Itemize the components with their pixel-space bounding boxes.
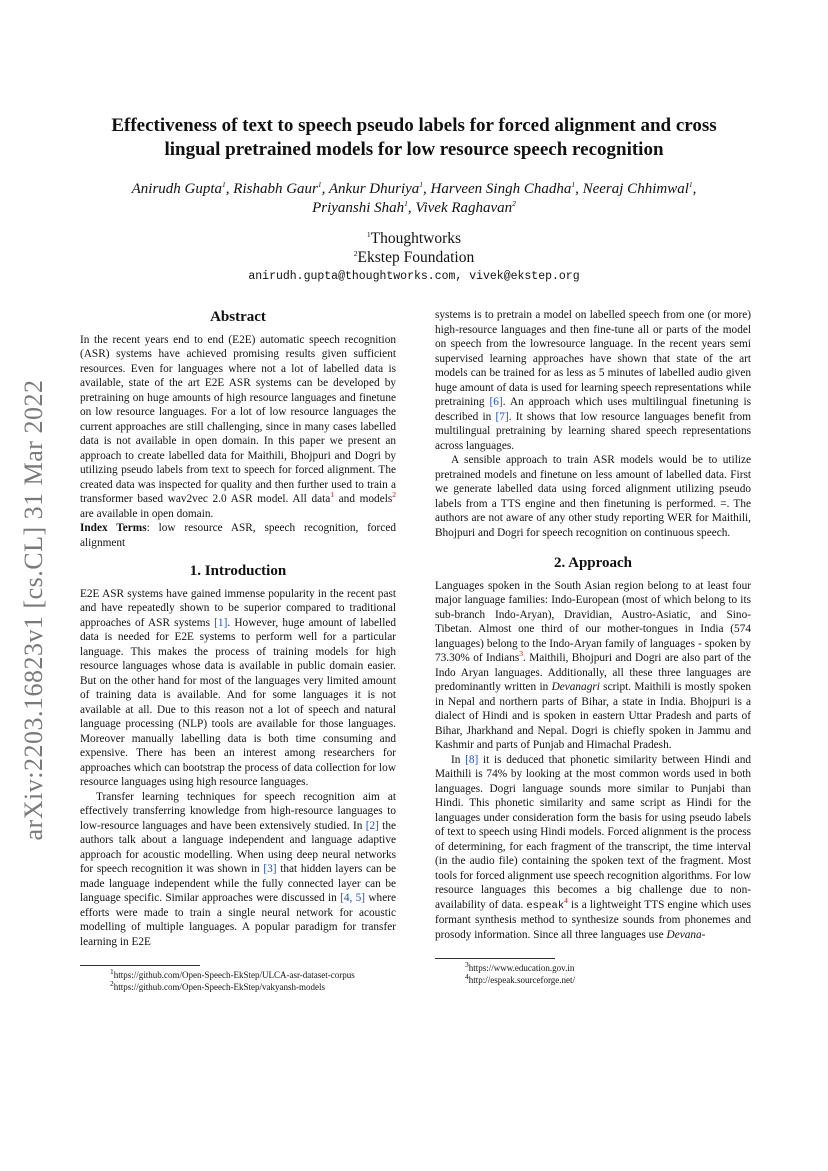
- affiliations: [70, 229, 758, 267]
- approach-paragraph-2: [435, 753, 751, 943]
- right-column: [435, 308, 751, 986]
- index-terms: [80, 521, 396, 550]
- approach-heading: 2. Approach: [553, 555, 633, 571]
- author-sep: ,: [692, 181, 697, 197]
- text-run: Transfer learning techniques for speech recognition aim at effectively transferring knowledge from high-resource languages to low-resource languages and have been extensively studied. In: [80, 790, 396, 832]
- intro-heading: 1. Introduction: [189, 563, 287, 579]
- abstract-part: are available in open domain.: [80, 507, 214, 520]
- intro-paragraph-2: [80, 790, 396, 950]
- intro-paragraph-1: [80, 587, 396, 790]
- affil-sup: 1: [571, 180, 576, 189]
- author-name: , Harveen Singh Chadha: [423, 181, 572, 197]
- footnote-number: 3: [465, 960, 469, 969]
- footnote-rule: [435, 958, 555, 959]
- footnote-mark[interactable]: 2: [392, 490, 397, 500]
- footnote-url[interactable]: https://github.com/Open-Speech-EkStep/vakyansh-models: [113, 981, 325, 992]
- footnote-2: [80, 978, 396, 994]
- text-run: . However, huge amount of labelled data is needed for E2E systems to perform well for a particular language. This makes the process of training models for high resource languages whose data is available in public domain easier. But on the other hand for most of the languages very limited amount of training data is available. And for some languages it is not available at all. Due to this reason not a lot of speech and natural language processing (NLP) tools are available for those languages. Moreover manually labelling data is both time consuming and expensive. There has been an interest among researchers for approaches which can bootstrap the process of data collection for low resource languages using high resource languages.: [80, 616, 396, 788]
- authors-line-1: [70, 180, 758, 199]
- affil-sup: 2: [512, 199, 516, 208]
- author-name: Priyanshi Shah: [312, 200, 405, 216]
- footnote-1: [80, 967, 396, 982]
- footnote-number: 4: [465, 971, 469, 981]
- abstract-part: In the recent years end to end (E2E) automatic speech recognition (ASR) systems have achieved promising results given sufficient resources. Even for languages where not a lot of labelled data is available, state of the art E2E ASR systems can be developed by pretraining on huge amounts of high resource languages and finetune on low resource languages. For a lot of low resource languages the current approaches are still challenging, since in many cases labelled data is not available in open domain. In this paper we present an approach to create labelled data for Maithili, Bhojpuri and Dogri by utilizing pseudo labels from text to speech for forced alignment. The created data was inspected for quality and then further used to train a transformer based wav2vec 2.0 ASR model. All data: [80, 333, 396, 505]
- text-run: . Maithili, Bhojpuri and Dogri are also part of the Indo Aryan languages. Additionally, all these three languages are predominantly written in: [435, 652, 751, 693]
- author-emails: anirudh.gupta@thoughtworks.com, vivek@ekstep.org: [248, 270, 580, 283]
- footnote-mark[interactable]: 4: [564, 895, 568, 905]
- text-run: it is deduced that phonetic similarity between Hindi and Maithili is 74% by looking at the most common words used in both languages. Dogri language sounds more similar to Punjabi than Hindi. This phonetic similarity and same script as Hindi for the languages under consideration form the basis for using pseudo labels of text to speech using Hindi models. Forced alignment is the process of determining, for each fragment of the transcript, the time interval (in the audio file) containing the spoken text of the fragment. Most tools for forced alignment use speech recognition algorithms. For low resource languages this becomes a big challenge due to non-availability of data.: [435, 753, 751, 911]
- title-line-2: lingual pretrained models for low resource speech recognition: [164, 139, 664, 160]
- citation-link[interactable]: [2]: [365, 819, 379, 832]
- affil-sup: 1: [688, 180, 693, 189]
- citation-link[interactable]: [7]: [495, 410, 509, 423]
- text-run: is a lightweight TTS engine which uses formant synthesis method to synthesize sounds from phonemes and prosody information. Since all three languages use: [435, 898, 751, 941]
- abstract-heading: Abstract: [210, 309, 266, 325]
- footnote-url[interactable]: http://espeak.sourceforge.net/: [468, 974, 576, 985]
- intro-paragraph-4: A sensible approach to train ASR models would be to utilize pretrained models and finetune on less amount of labelled data. First we generate labelled data using forced alignment utilizing pseudo labels from a TTS engine and then finetuning is performed. =. The authors are not aware of any other study reporting WER for Maithili, Bhojpuri and Dogri for speech recognition on continuous speech.: [435, 454, 751, 539]
- author-name: , Neeraj Chhimwal: [575, 181, 689, 197]
- index-terms-label: Index Terms: [80, 522, 147, 534]
- affiliation-name: Thoughtworks: [370, 230, 462, 247]
- text-run: the authors talk about a language independent and language adaptive approach for acoustic modelling. When using deep neural networks for speech recognition it was shown in: [80, 819, 396, 875]
- text-run: . It shows that low resource languages benefit from multilingual pretraining by learning shared speech representations across languages.: [435, 410, 751, 452]
- citation-link[interactable]: [3]: [263, 863, 277, 875]
- paper-title: [70, 114, 758, 162]
- affil-sup: 2: [353, 248, 358, 258]
- footnote-4: [435, 971, 751, 987]
- footnote-number: 2: [110, 978, 114, 988]
- script-name: Devanagri: [551, 681, 600, 693]
- footnote-mark[interactable]: 3: [519, 649, 523, 659]
- abstract-text: [80, 333, 396, 522]
- affiliation-1: [70, 229, 758, 248]
- citation-link[interactable]: [4, 5]: [340, 892, 366, 904]
- index-terms-text: : low resource ASR, speech recognition, forced alignment: [80, 522, 396, 549]
- text-run: E2E ASR systems have gained immense popularity in the recent past and have repeatedly shown to be superior compared to traditional approaches of ASR systems: [80, 587, 396, 629]
- text-run: that hidden layers can be made language independent while the fully connected layer can be language specific. Similar approaches were discussed in: [80, 863, 396, 904]
- arxiv-stamp: [14, 360, 54, 860]
- author-list: [70, 180, 758, 218]
- affil-sup: 1: [317, 180, 322, 189]
- text-run: . An approach which uses multilingual finetuning is described in: [435, 396, 751, 423]
- footnote-url[interactable]: https://www.education.gov.in: [468, 963, 575, 973]
- text-run: Languages spoken in the South Asian region belong to at least four major language families: Indo-European (most of which belong to its sub-branch Indo-Aryan), Dravidian, Austro-Asiatic, and Sino-Tibetan. Almost one third of our mother-tongues in India (574 languages) belong to the Indo-Aryan family of languages - spoken by 73.30% of Indians: [435, 579, 751, 664]
- footnote-mark[interactable]: 1: [330, 490, 335, 500]
- authors-line-2: [70, 199, 758, 218]
- affil-sup: 1: [404, 199, 408, 208]
- footnote-url[interactable]: https://github.com/Open-Speech-EkStep/ULCA-asr-dataset-corpus: [113, 970, 355, 980]
- footnote-3: [435, 960, 751, 975]
- footnote-rule: [80, 965, 200, 966]
- author-name: Anirudh Gupta: [131, 181, 223, 197]
- citation-link[interactable]: [8]: [465, 753, 479, 766]
- title-line-1: Effectiveness of text to speech pseudo labels for forced alignment and cross: [111, 115, 717, 136]
- abstract-part: and models: [334, 493, 393, 505]
- script-name: Devana-: [666, 928, 706, 941]
- affiliation-2: [70, 248, 758, 267]
- text-run: systems is to pretrain a model on labelled speech from one (or more) high-resource languages and then fine-tune all or parts of the model on speech from the lowresource language. In the recent years semi supervised learning approaches have shown that state of the art models can be trained for as less as 5 minutes of labelled audio given huge amount of data is used for learning speech representations while pretraining: [435, 309, 751, 408]
- intro-paragraph-3: [435, 308, 751, 453]
- arxiv-stamp-text: arXiv:2203.16823v1 [cs.CL] 31 Mar 2022: [19, 379, 48, 841]
- affiliation-name: Ekstep Foundation: [357, 249, 475, 266]
- text-run: where efforts were made to train a single neural network for acoustic modelling of multiple languages. A popular paradigm for transfer learning in E2E: [80, 892, 396, 948]
- citation-link[interactable]: [1]: [214, 616, 228, 629]
- affil-sup: 1: [222, 180, 226, 189]
- left-column: [80, 308, 396, 993]
- citation-link[interactable]: [6]: [489, 396, 503, 408]
- approach-paragraph-1: [435, 579, 751, 753]
- text-run: In: [451, 753, 466, 766]
- text-run: script. Maithili is mostly spoken in Nepal and northern parts of Bihar, a state in India. Bhojpuri is a dialect of Hindi and is spoken in eastern Uttar Pradesh and parts of Bihar, Jharkhand and Nepal. Dogri is chiefly spoken in Jammu and Kashmir and parts of Punjab and Himachal Pradesh.: [435, 681, 751, 751]
- affil-sup: 1: [419, 180, 424, 189]
- espeak-name: espeak: [526, 899, 565, 912]
- footnote-number: 1: [110, 967, 114, 976]
- affil-sup: 1: [366, 229, 371, 239]
- author-name: , Rishabh Gaur: [225, 181, 318, 197]
- author-name: , Vivek Raghavan: [407, 200, 513, 216]
- author-name: , Ankur Dhuriya: [321, 181, 420, 197]
